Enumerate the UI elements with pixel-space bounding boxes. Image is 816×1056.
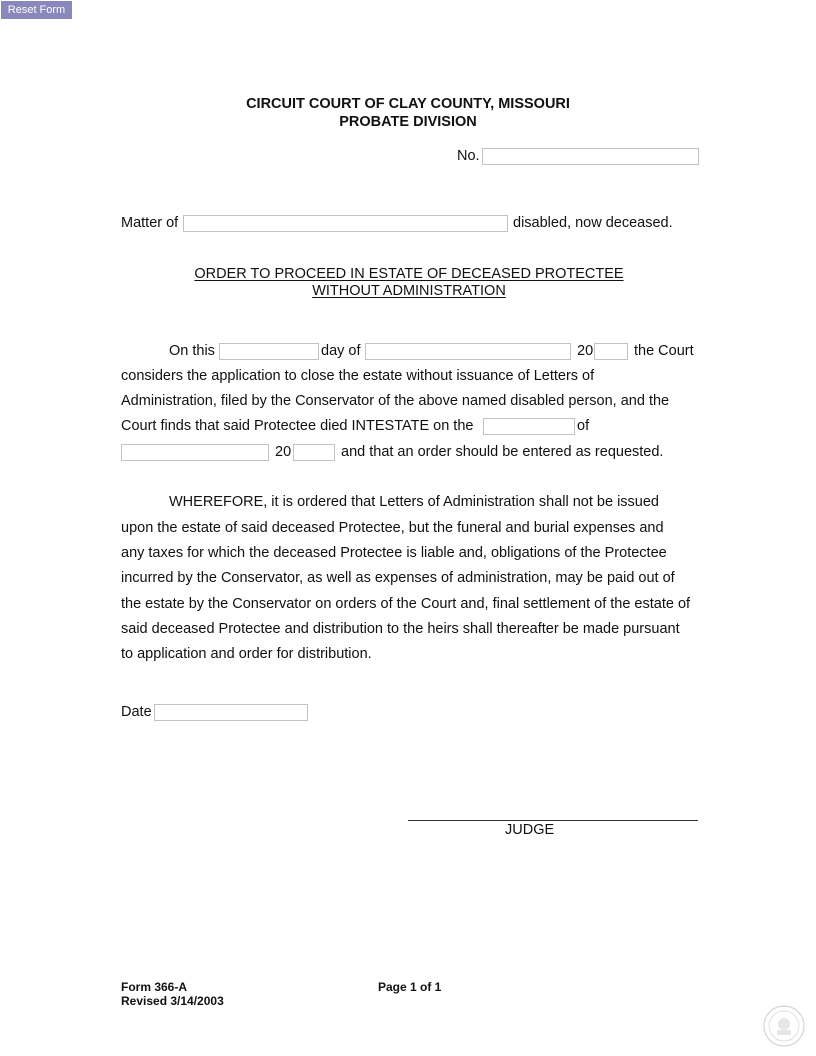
para2-line2: upon the estate of said deceased Protectee, but the funeral and burial expenses and bbox=[121, 520, 664, 536]
death-day-field[interactable] bbox=[483, 418, 575, 435]
death-year-field[interactable] bbox=[293, 444, 335, 461]
judge-signature-line bbox=[408, 820, 698, 821]
order-title-line2 bbox=[0, 283, 816, 299]
year-prefix: 20 bbox=[577, 343, 594, 359]
month-field[interactable] bbox=[365, 343, 571, 360]
case-no-label: No. bbox=[457, 148, 480, 164]
of-label: of bbox=[577, 418, 590, 434]
para1-line4: Court finds that said Protectee died INTESTATE on the bbox=[121, 418, 474, 434]
order-title-line1-text: ORDER TO PROCEED IN ESTATE OF DECEASED PROTECTEE bbox=[194, 266, 624, 282]
para2-line5: the estate by the Conservator on orders of the Court and, final settlement of the estate of bbox=[121, 596, 691, 612]
court-seal-icon bbox=[762, 1004, 806, 1048]
order-title-line2-text: WITHOUT ADMINISTRATION bbox=[312, 283, 506, 299]
day-of-label: day of bbox=[321, 343, 361, 359]
para2-line3: any taxes for which the deceased Protectee is liable and, obligations of the Protectee bbox=[121, 545, 667, 561]
matter-name-field[interactable] bbox=[183, 215, 508, 232]
the-court-label: the Court bbox=[634, 343, 694, 359]
year-field[interactable] bbox=[594, 343, 628, 360]
death-year-prefix: 20 bbox=[275, 444, 292, 460]
reset-form-button[interactable]: Reset Form bbox=[1, 1, 72, 19]
court-title: CIRCUIT COURT OF CLAY COUNTY, MISSOURI bbox=[246, 96, 570, 112]
case-number-field[interactable] bbox=[482, 148, 699, 165]
page-number: Page 1 of 1 bbox=[378, 980, 442, 994]
form-number: Form 366-A bbox=[121, 980, 188, 994]
para2-line4: incurred by the Conservator, as well as expenses of administration, may be paid out of bbox=[121, 570, 675, 586]
revised-date: Revised 3/14/2003 bbox=[121, 994, 224, 1008]
matter-of-label: Matter of bbox=[121, 215, 179, 231]
date-field[interactable] bbox=[154, 704, 308, 721]
on-this-label: On this bbox=[169, 343, 215, 359]
para1-line3: Administration, filed by the Conservator of the above named disabled person, and the bbox=[121, 393, 670, 409]
para2-line1: WHEREFORE, it is ordered that Letters of Administration shall not be issued bbox=[169, 494, 659, 510]
para2-line7: to application and order for distribution. bbox=[121, 646, 372, 662]
matter-suffix: disabled, now deceased. bbox=[513, 215, 673, 231]
division-title: PROBATE DIVISION bbox=[339, 114, 477, 130]
para1-line5: and that an order should be entered as requested. bbox=[341, 444, 664, 460]
judge-label: JUDGE bbox=[505, 822, 555, 838]
day-field[interactable] bbox=[219, 343, 319, 360]
death-month-field[interactable] bbox=[121, 444, 269, 461]
date-label: Date bbox=[121, 704, 152, 720]
order-title-line1 bbox=[0, 266, 816, 282]
para2-line6: said deceased Protectee and distribution to the heirs shall thereafter be made pursuant bbox=[121, 621, 680, 637]
para1-line2: considers the application to close the estate without issuance of Letters of bbox=[121, 368, 595, 384]
